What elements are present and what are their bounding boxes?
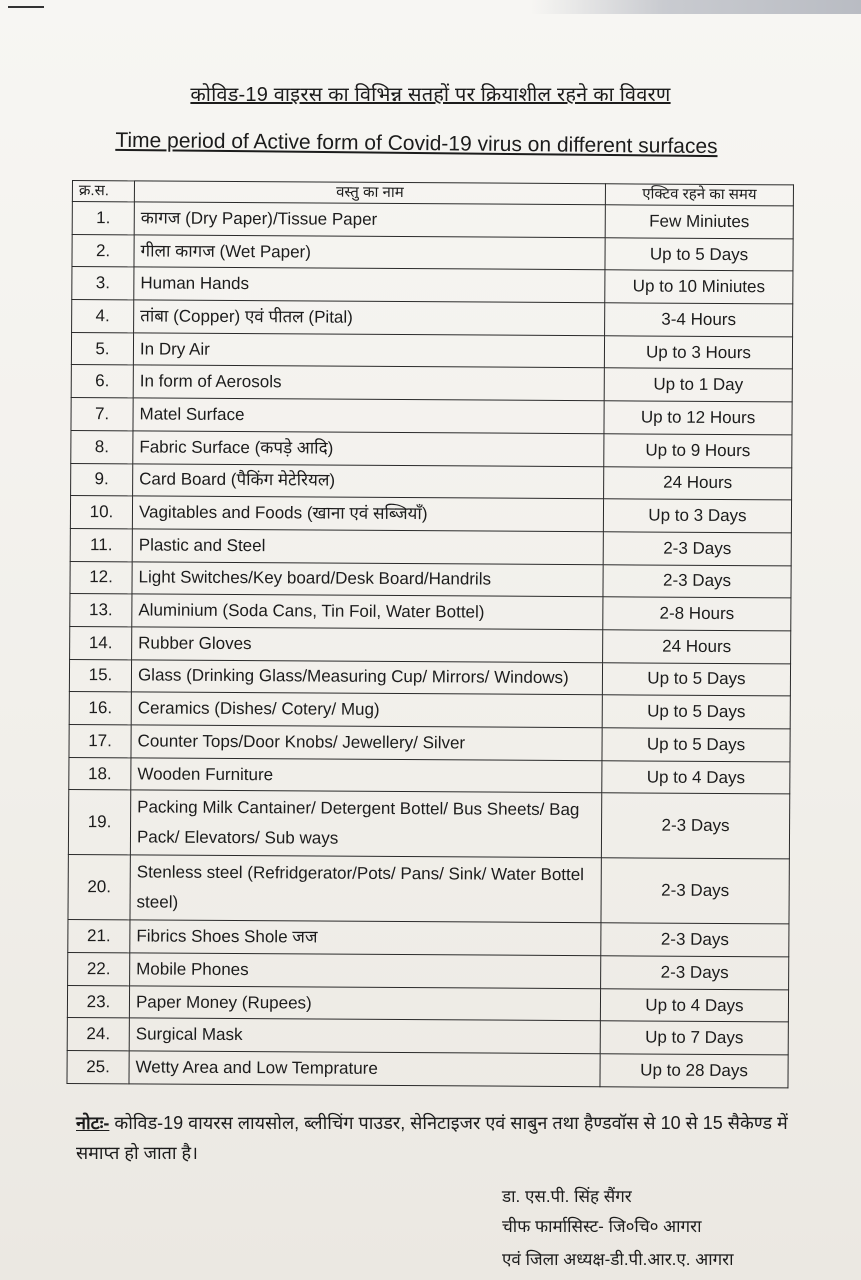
row-serial: 19. <box>68 790 130 855</box>
row-active-time: Up to 4 Days <box>600 988 788 1022</box>
table-row <box>68 953 789 990</box>
row-serial: 5. <box>71 332 133 365</box>
table-row <box>69 659 790 696</box>
row-serial: 15. <box>69 659 131 692</box>
table-row <box>67 985 788 1022</box>
row-item-name: Surgical Mask <box>129 1018 600 1054</box>
table-row <box>68 790 789 859</box>
row-item-name: Human Hands <box>134 267 605 303</box>
row-serial: 18. <box>69 757 131 790</box>
row-serial: 23. <box>67 985 129 1018</box>
table-row <box>68 855 789 924</box>
footnote <box>76 1108 796 1168</box>
row-active-time: 2-3 Days <box>601 923 789 957</box>
row-active-time: 2-3 Days <box>603 532 791 566</box>
row-serial: 1. <box>72 202 134 235</box>
row-serial: 16. <box>69 692 131 725</box>
row-item-name: Packing Milk Cantainer/ Detergent Bottel/ Bus Sheets/ Bag Pack/ Elevators/ Sub ways <box>130 790 601 858</box>
row-serial: 12. <box>70 561 132 594</box>
row-item-name: In Dry Air <box>133 333 604 369</box>
row-item-name: Fabric Surface (कपड़े आदि) <box>133 431 604 467</box>
table-row <box>70 496 791 533</box>
row-item-name: In form of Aerosols <box>133 365 604 401</box>
row-serial: 3. <box>72 267 134 300</box>
row-item-name: Wetty Area and Low Temprature <box>129 1051 600 1087</box>
table-row <box>71 365 792 402</box>
row-active-time: Up to 10 Miniutes <box>605 270 793 304</box>
row-active-time: Few Miniutes <box>605 205 793 239</box>
header-serial: क्र.स. <box>72 181 134 202</box>
table-row <box>70 561 791 598</box>
table-row <box>67 1051 788 1088</box>
row-item-name: गीला कागज (Wet Paper) <box>134 235 605 271</box>
table-row <box>69 724 790 761</box>
header-item-name: वस्तु का नाम <box>134 181 605 205</box>
row-active-time: 2-3 Days <box>601 793 789 859</box>
table-row <box>69 757 790 794</box>
row-serial: 10. <box>70 496 132 529</box>
row-active-time: Up to 28 Days <box>600 1054 788 1088</box>
note-label: नोटः- <box>76 1113 110 1133</box>
row-item-name: Stenless steel (Refridgerator/Pots/ Pans/ Sink/ Water Bottel steel) <box>130 855 601 923</box>
row-item-name: Matel Surface <box>133 398 604 434</box>
row-active-time: Up to 1 Day <box>604 368 792 402</box>
row-serial: 8. <box>71 430 133 463</box>
table-row <box>71 332 792 369</box>
row-serial: 11. <box>70 528 132 561</box>
row-active-time: 2-3 Days <box>601 956 789 990</box>
table-row <box>72 300 793 337</box>
row-serial: 25. <box>67 1051 129 1084</box>
table-row <box>70 626 791 663</box>
table-row <box>71 430 792 467</box>
table-row <box>67 1018 788 1055</box>
table-row <box>71 398 792 435</box>
table-row <box>71 463 792 500</box>
row-active-time: 2-8 Hours <box>603 597 791 631</box>
surface-table <box>66 180 794 1088</box>
row-active-time: Up to 5 Days <box>602 662 790 696</box>
row-item-name: Ceramics (Dishes/ Cotery/ Mug) <box>131 692 602 728</box>
row-item-name: Fibrics Shoes Shole जज <box>130 920 601 956</box>
row-active-time: Up to 3 Days <box>603 499 791 533</box>
row-serial: 4. <box>72 300 134 333</box>
row-active-time: Up to 7 Days <box>600 1021 788 1055</box>
row-serial: 21. <box>68 920 130 953</box>
table-row <box>72 202 793 239</box>
row-active-time: 2-3 Days <box>601 858 789 924</box>
row-item-name: Glass (Drinking Glass/Measuring Cup/ Mirrors/ Windows) <box>131 659 602 695</box>
row-item-name: Plastic and Steel <box>132 529 603 565</box>
signatory-designation: चीफ फार्मासिस्ट- जि०चि० आगरा <box>502 1217 702 1236</box>
row-item-name: Vagitables and Foods (खाना एवं सब्जियाँ) <box>132 496 603 532</box>
row-item-name: Rubber Gloves <box>132 627 603 663</box>
row-active-time: Up to 12 Hours <box>604 401 792 435</box>
row-item-name: Light Switches/Key board/Desk Board/Handrils <box>132 561 603 597</box>
row-item-name: Aluminium (Soda Cans, Tin Foil, Water Bottel) <box>132 594 603 630</box>
row-item-name: कागज (Dry Paper)/Tissue Paper <box>134 202 605 238</box>
row-active-time: Up to 5 Days <box>605 237 793 271</box>
row-serial: 22. <box>68 953 130 986</box>
row-serial: 20. <box>68 855 130 920</box>
table-row <box>70 528 791 565</box>
row-item-name: Paper Money (Rupees) <box>129 986 600 1022</box>
row-active-time: 24 Hours <box>603 630 791 664</box>
row-item-name: Wooden Furniture <box>131 758 602 794</box>
row-active-time: Up to 3 Hours <box>604 336 792 370</box>
row-item-name: तांबा (Copper) एवं पीतल (Pital) <box>134 300 605 336</box>
row-serial: 7. <box>71 398 133 431</box>
row-active-time: 2-3 Days <box>603 564 791 598</box>
row-serial: 6. <box>71 365 133 398</box>
row-item-name: Mobile Phones <box>130 953 601 989</box>
english-title: Time period of Active form of Covid-19 virus on different surfaces <box>115 128 718 159</box>
table-row <box>70 594 791 631</box>
table-row <box>68 920 789 957</box>
row-active-time: 3-4 Hours <box>605 303 793 337</box>
note-text: कोविड-19 वायरस लायसोल, ब्लीचिंग पाउडर, सेनिटाइजर एवं साबुन तथा हैण्डवॉस से 10 से 15 सैकेण्ड में समाप्त हो जाता है। <box>76 1113 788 1163</box>
row-active-time: Up to 5 Days <box>602 695 790 729</box>
row-serial: 14. <box>70 626 132 659</box>
row-item-name: Card Board (पैकिंग मेटेरियल) <box>133 463 604 499</box>
table-row <box>72 234 793 271</box>
row-serial: 13. <box>70 594 132 627</box>
row-active-time: Up to 4 Days <box>602 760 790 794</box>
table-row <box>69 692 790 729</box>
row-serial: 2. <box>72 234 134 267</box>
scan-edge-shadow <box>531 0 861 14</box>
top-edge-mark <box>8 6 44 8</box>
table-row <box>72 267 793 304</box>
row-active-time: 24 Hours <box>604 466 792 500</box>
signatory-office: एवं जिला अध्यक्ष-डी.पी.आर.ए. आगरा <box>502 1250 734 1269</box>
header-active-time: एक्टिव रहने का समय <box>605 184 793 206</box>
row-active-time: Up to 9 Hours <box>604 434 792 468</box>
row-item-name: Counter Tops/Door Knobs/ Jewellery/ Silver <box>131 725 602 761</box>
row-serial: 24. <box>67 1018 129 1051</box>
row-active-time: Up to 5 Days <box>602 728 790 762</box>
surface-table-wrapper <box>66 180 794 1088</box>
row-serial: 17. <box>69 724 131 757</box>
hindi-title: कोविड-19 वाइरस का विभिन्न सतहों पर क्रियाशील रहने का विवरण <box>190 84 671 106</box>
row-serial: 9. <box>71 463 133 496</box>
signatory-name: डा. एस.पी. सिंह सैंगर <box>502 1187 632 1206</box>
